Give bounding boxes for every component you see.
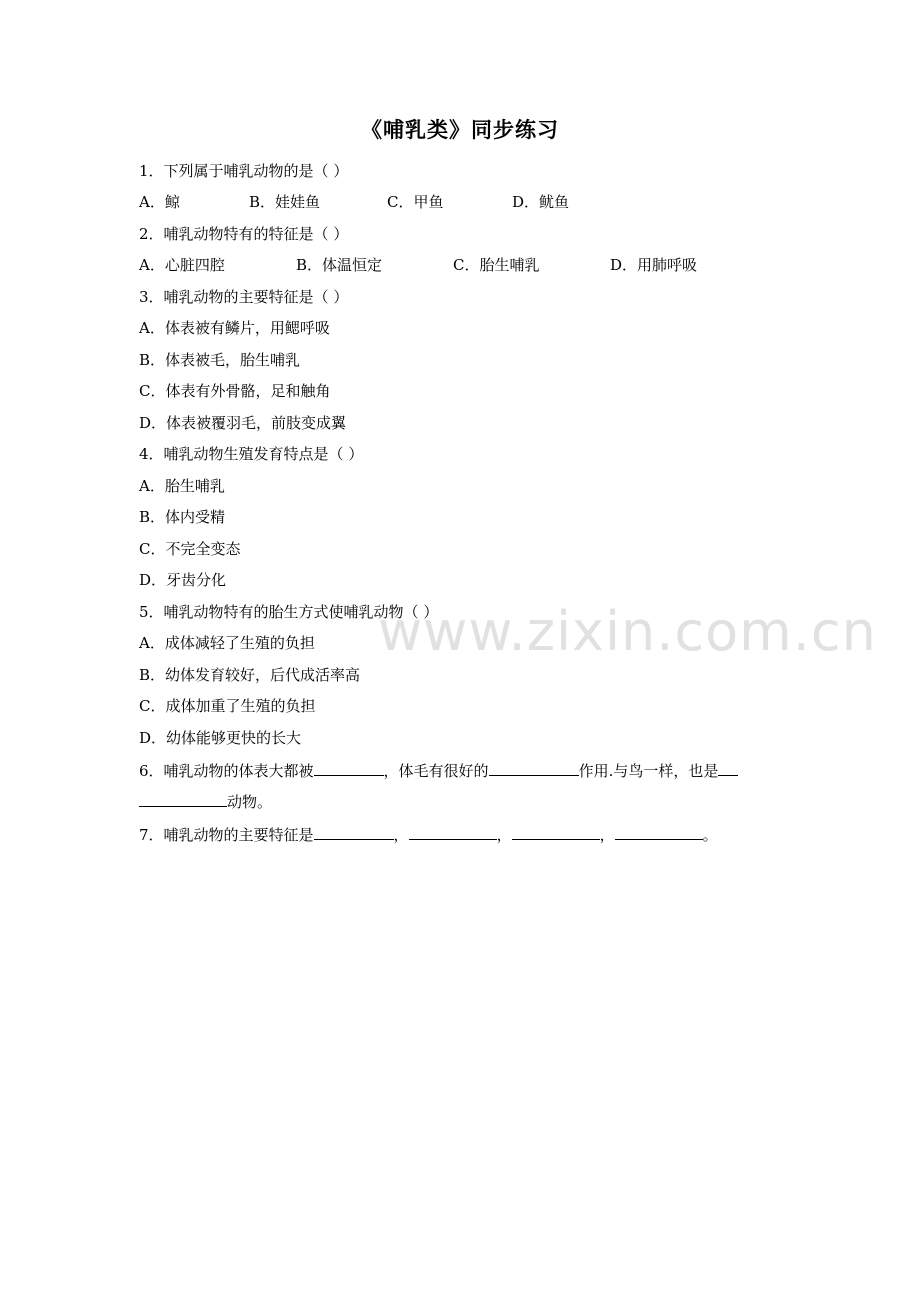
question-6-text-4: 动物。	[227, 793, 273, 811]
question-6-text-3: 作用.与鸟一样，也是	[578, 762, 719, 780]
question-3-option-d: D．体表被覆羽毛，前肢变成翼	[139, 414, 347, 432]
question-2-option-d: D．用肺呼吸	[610, 256, 698, 274]
question-1-option-d: D．鱿鱼	[512, 193, 570, 211]
question-3-option-c: C．体表有外骨骼，足和触角	[139, 382, 331, 400]
question-7-end: 。	[702, 826, 718, 844]
question-3-option-a: A．体表被有鳞片，用鳃呼吸	[139, 319, 330, 337]
question-2-option-b: B．体温恒定	[296, 256, 383, 274]
question-4-option-b: B．体内受精	[139, 508, 226, 526]
question-7-sep-1: ，	[393, 826, 409, 844]
question-7-blank-1[interactable]	[314, 824, 394, 840]
question-6-blank-2[interactable]	[489, 760, 579, 776]
question-7-text: 7．哺乳动物的主要特征是	[139, 826, 314, 844]
question-7-line	[139, 824, 718, 845]
question-7-blank-4[interactable]	[615, 824, 703, 840]
question-1-option-c: C．甲鱼	[387, 193, 444, 211]
question-2-stem: 2．哺乳动物特有的特征是（ ）	[139, 225, 349, 243]
question-4-option-c: C．不完全变态	[139, 540, 241, 558]
question-6-blank-3b[interactable]	[139, 791, 227, 807]
question-5-option-b: B．幼体发育较好，后代成活率高	[139, 666, 361, 684]
question-5-option-d: D．幼体能够更快的长大	[139, 729, 302, 747]
question-3-option-b: B．体表被毛，胎生哺乳	[139, 351, 301, 369]
watermark: www.zixin.com.cn	[378, 600, 877, 663]
question-2-options	[139, 255, 697, 275]
question-6-line-1	[139, 760, 738, 781]
question-6-text-2: ，体毛有很好的	[383, 762, 489, 780]
question-4-stem: 4．哺乳动物生殖发育特点是（ ）	[139, 445, 364, 463]
question-7-blank-3[interactable]	[512, 824, 600, 840]
question-5-option-c: C．成体加重了生殖的负担	[139, 697, 316, 715]
question-1-stem: 1．下列属于哺乳动物的是（ ）	[139, 162, 349, 180]
question-5-stem: 5．哺乳动物特有的胎生方式使哺乳动物（ ）	[139, 603, 439, 621]
question-6-line-2	[139, 791, 272, 812]
question-1-option-a: A．鲸	[139, 193, 180, 211]
question-3-stem: 3．哺乳动物的主要特征是（ ）	[139, 288, 349, 306]
question-7-sep-3: ，	[599, 826, 615, 844]
question-7-blank-2[interactable]	[409, 824, 497, 840]
question-4-option-a: A．胎生哺乳	[139, 477, 225, 495]
question-4-option-d: D．牙齿分化	[139, 571, 227, 589]
question-6-blank-3a[interactable]	[718, 760, 738, 776]
page-title: 《哺乳类》同步练习	[361, 117, 559, 142]
question-1-options	[139, 192, 569, 212]
question-5-option-a: A．成体减轻了生殖的负担	[139, 634, 315, 652]
question-2-option-a: A．心脏四腔	[139, 256, 225, 274]
question-1-option-b: B．娃娃鱼	[249, 193, 321, 211]
question-6-text-1: 6．哺乳动物的体表大都被	[139, 762, 314, 780]
question-7-sep-2: ，	[496, 826, 512, 844]
question-2-option-c: C．胎生哺乳	[453, 256, 540, 274]
question-6-blank-1[interactable]	[314, 760, 384, 776]
